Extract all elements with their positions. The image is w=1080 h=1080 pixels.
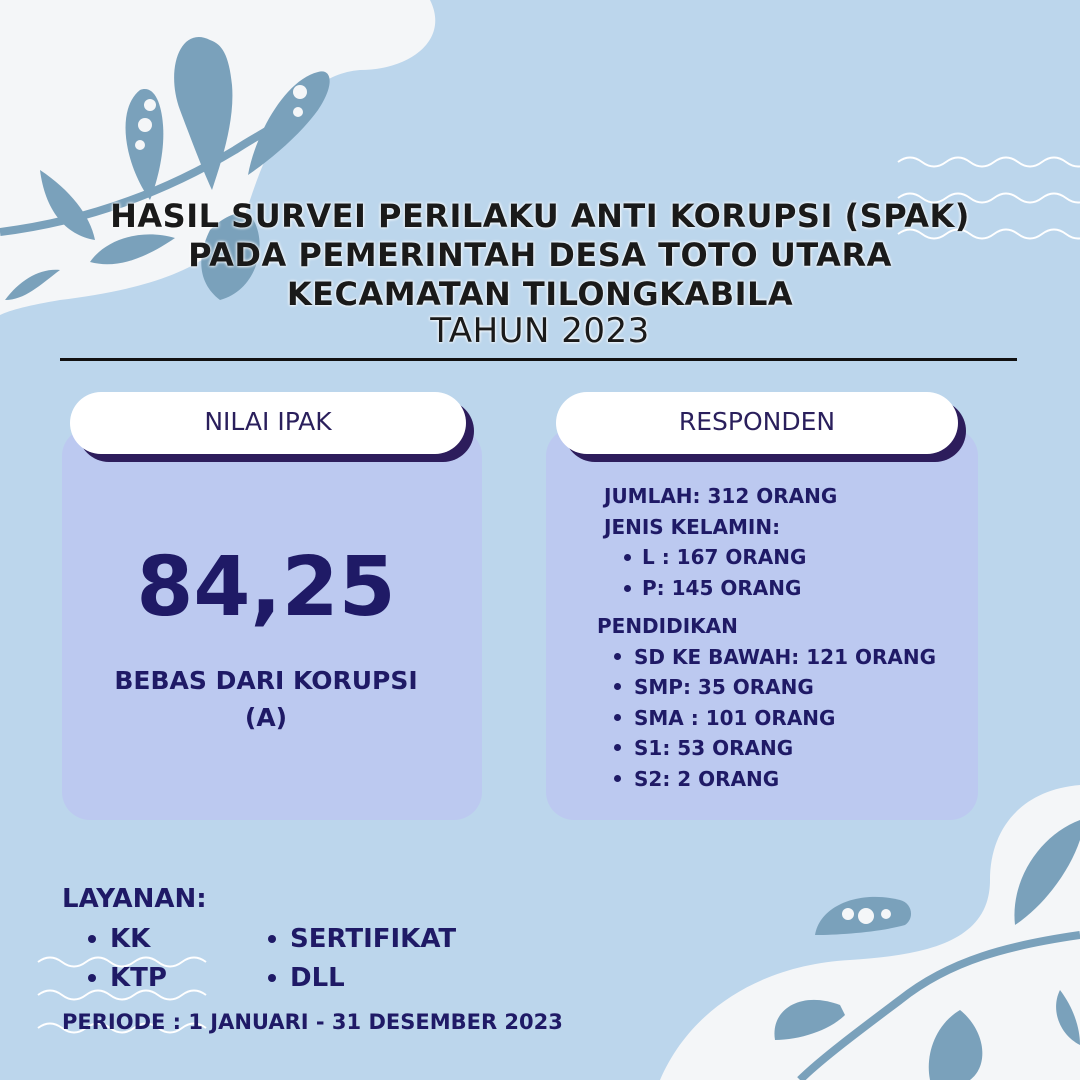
bullet-icon (88, 974, 96, 982)
responden-jumlah: JUMLAH: 312 ORANG (604, 484, 838, 508)
responden-label-pill (556, 392, 958, 454)
jenis-kelamin-item: P: 145 ORANG (642, 576, 802, 600)
bullet-icon (614, 744, 621, 751)
bullet-icon (614, 653, 621, 660)
layanan-item: DLL (290, 963, 345, 993)
layanan-item: KK (110, 924, 151, 954)
bottom-right-blob (660, 785, 1080, 1080)
bullet-icon (614, 775, 621, 782)
bullet-icon (268, 935, 276, 943)
jenis-kelamin-label: JENIS KELAMIN: (604, 515, 781, 539)
pendidikan-item: SMP: 35 ORANG (634, 675, 814, 699)
ipak-label: NILAI IPAK (204, 407, 332, 436)
pendidikan-item: S2: 2 ORANG (634, 767, 780, 791)
pendidikan-item: SMA : 101 ORANG (634, 706, 836, 730)
layanan-item: KTP (110, 963, 167, 993)
ipak-label-pill (70, 392, 466, 454)
jenis-kelamin-item: L : 167 ORANG (642, 545, 807, 569)
title-line-3: KECAMATAN TILONGKABILA (286, 275, 794, 313)
title-year: TAHUN 2023 (430, 311, 650, 351)
bullet-icon (624, 585, 631, 592)
periode: PERIODE : 1 JANUARI - 31 DESEMBER 2023 (62, 1010, 563, 1034)
title-line-1: HASIL SURVEI PERILAKU ANTI KORUPSI (SPAK) (110, 197, 970, 235)
bullet-icon (88, 935, 96, 943)
pendidikan-item: S1: 53 ORANG (634, 736, 794, 760)
ipak-value: 84,25 (136, 540, 396, 635)
title-line-2: PADA PEMERINTAH DESA TOTO UTARA (188, 236, 892, 274)
ipak-status-line-2: (A) (244, 703, 288, 732)
bullet-icon (614, 683, 621, 690)
pendidikan-label: PENDIDIKAN (597, 614, 738, 638)
layanan-item: SERTIFIKAT (290, 924, 457, 954)
ipak-status-line-1: BEBAS DARI KORUPSI (114, 666, 418, 695)
bullet-icon (624, 554, 631, 561)
responden-label: RESPONDEN (678, 407, 836, 436)
pendidikan-item: SD KE BAWAH: 121 ORANG (634, 645, 937, 669)
bullet-icon (614, 714, 621, 721)
header-divider (60, 358, 1017, 361)
layanan-label: LAYANAN: (62, 884, 207, 914)
bullet-icon (268, 974, 276, 982)
ipak-status (62, 662, 470, 736)
